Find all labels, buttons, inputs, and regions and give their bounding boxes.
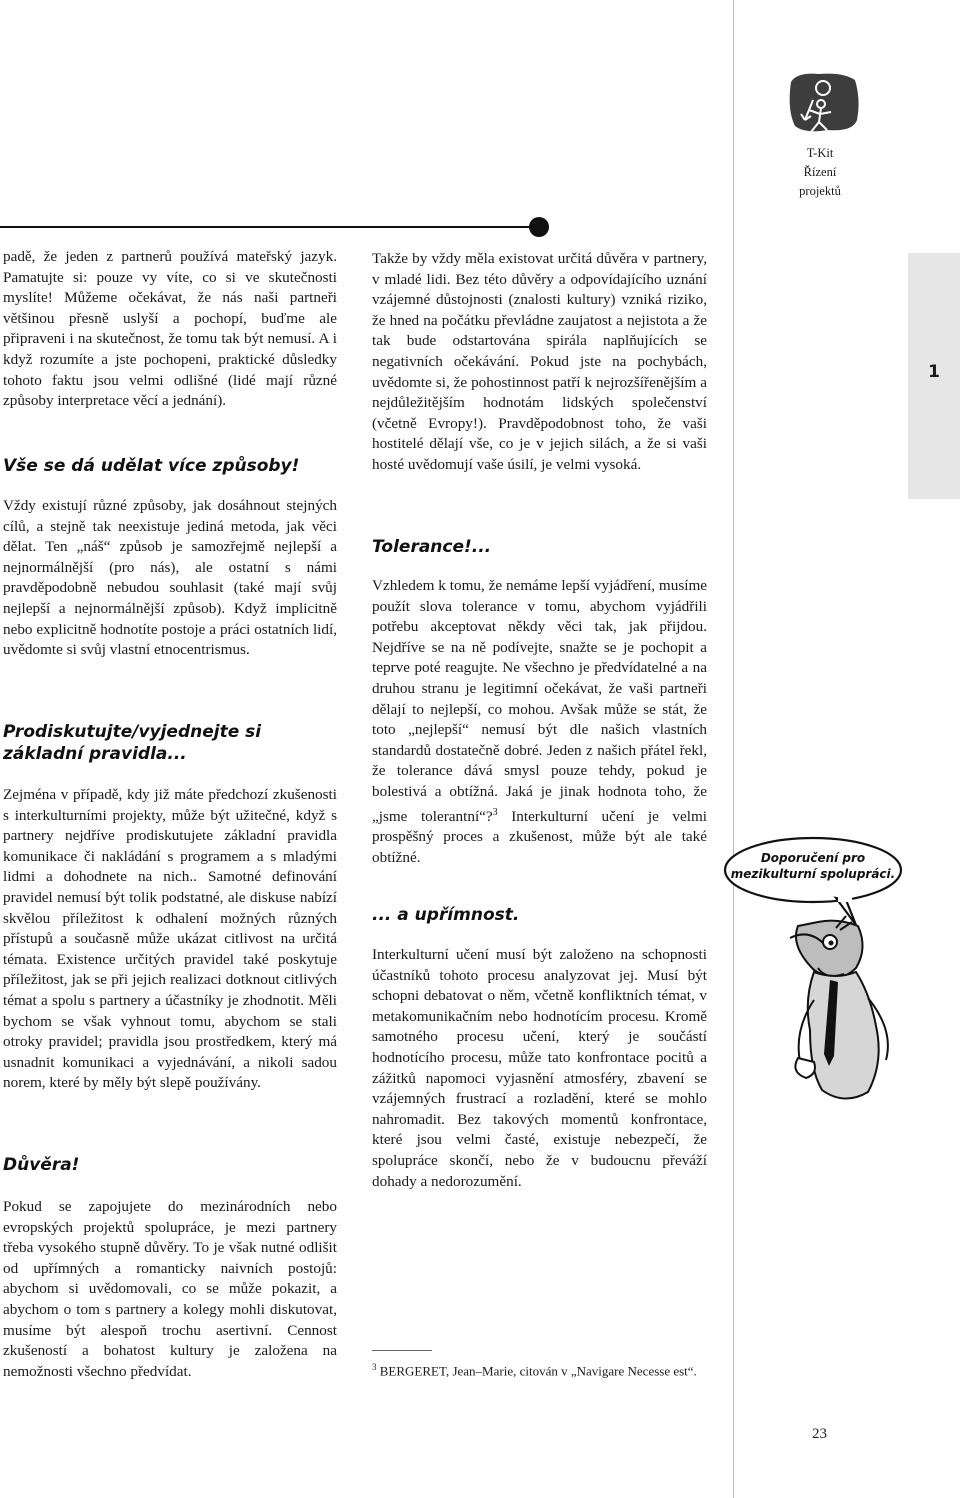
heading-tolerance: Tolerance!... — [372, 537, 492, 557]
heading-trust: Důvěra! — [3, 1155, 80, 1175]
kit-title-line3: projektů — [799, 184, 841, 198]
callout-label — [728, 850, 898, 882]
callout-line-1: Doporučení pro — [760, 851, 866, 865]
footnote — [372, 1358, 697, 1380]
footnote-text: BERGERET, Jean–Marie, citován v „Navigare Necesse est“. — [376, 1363, 697, 1379]
page-number: 23 — [812, 1426, 827, 1442]
heading-honesty: ... a upřímnost. — [372, 905, 520, 925]
callout-line-2: mezikulturní spolupráci. — [730, 867, 896, 881]
margin-divider — [733, 0, 734, 1498]
right-paragraph-2-tail: Interkulturní učení je velmi prospěšný proces a zkušenost, může být ale také obtížné. — [372, 807, 708, 866]
tkit-logo — [783, 70, 863, 140]
footnote-ref: 3 — [492, 806, 498, 818]
header-rule — [0, 226, 537, 228]
left-paragraph-2: Vždy existují různé způsoby, jak dosáhnout stejných cílů, a stejně tak neexistuje jediná metoda, jak věci dělat. Ten „náš“ způsob je samozřejmě nejlepší a nejnormálnější (pro nás), ale ostatní s námi pravděpodobně nebudou souhlasit (také mají svůj nejlepší a nejnormálnější způsob). Když implicitně nebo explicitně hodnotíte postoje a práci ostatních lidí, uvědomte si svůj vlastní etnocentrismus. — [3, 497, 337, 659]
heading-ways: Vše se dá udělat více způsoby! — [3, 456, 300, 476]
footnote-rule — [372, 1350, 432, 1351]
kit-title-line2: Řízení — [803, 165, 837, 179]
kit-title-line1: T-Kit — [806, 146, 834, 160]
right-paragraph-3: Interkulturní učení musí být založeno na schopnosti účastníků tohoto procesu analyzovat jej. Musí být schopni debatovat o něm, včetně konfliktních témat, v metakomunikačním nebo hodnotícím procesu. Kromě samotného procesu učení, který je součástí hodnotícího procesu, může tato konfrontace pocitů a zážitků napomoci vyjasnění atmosféry, zbavení se vzájemných frustrací a rozladění, které se mohlo nahromadit. Bez takových momentů konfrontace, které jsou velmi časté, existuje nebezpečí, že spolupráce skončí, nebo že v budoucnu převáží dohady a nedorozumění. — [372, 946, 707, 1190]
kit-title — [790, 144, 850, 201]
left-paragraph-3: Zejména v případě, kdy již máte předchozí zkušenosti s interkulturními projekty, může být užitečné, když s partnery nejdříve prodiskutujete základní pravidla komunikace či nakládání s programem a s mladými lidmi a dohodnete na nich.. Samotné definování pravidel nemusí být tolik podstatné, ale diskuse nabízí skvělou příležitost k odhalení možných různých přístupů a současně může ukázat citlivost na určitá témata. Existence určitých pravidel také poskytuje příležitost, jak se při jejich realizaci dotknout citlivých témat a spolu s partnery a účastníky je zhodnotit. Měli bychom se však vyhnout tomu, abychom se stali otroky pravidel; pravidla jsou prostředkem, který má usnadnit komunikaci a vyjednávání, a nikoli sadou norem, které by měly být slepě používány. — [3, 786, 337, 1092]
right-paragraph-1: Takže by vždy měla existovat určitá důvěra v partnery, v mladé lidi. Bez této důvěry a odpovídajícího uznání vzájemné důstojnosti (znalosti kultury) vzniká riziko, že hned na počátku převládne zaujatost a nejistota a že tak bude odstartována spirála naplňujících se negativních očekávání. Pokud jste na pochybách, uvědomte si, že pohostinnost patří k nejrozšířenějším a nejdůležitějším hodnotám lidských společenství (včetně Evropy!). Pravděpodobnost toho, že vaši hostitelé dělají vše, co je v jejich silách, a že si vaši hosté uvědomují vaše úsilí, je velmi vysoká. — [372, 250, 707, 473]
left-paragraph-4: Pokud se zapojujete do mezinárodních nebo evropských projektů spolupráce, je mezi partnery třeba vysokého stupně důvěry. To je však nutné odlišit od upřímných a romanticky naivních postojů: abychom si uvědomovali, co se může pokazit, a abychom o tom s partnery a kolegy mohli diskutovat, musíme být alespoň trochu asertivní. Cennost zkušeností a bohatost kultury je založena na nemožnosti všechno předvídat. — [3, 1198, 337, 1380]
chapter-number: 1 — [928, 362, 940, 382]
right-paragraph-2-main: Vzhledem k tomu, že nemáme lepší vyjádření, musíme použít slova tolerance v tomu, abychom vyjádřili potřebu akceptovat někdy věci tak, jak přijdou. Nejdříve se na ně podívejte, snažte se je pochopit a teprve poté reagujte. Ne všechno je předvídatelné a na druhou stranu je legitimní očekávat, že vaši partneři dělají to nejlepší, co mohou. Avšak může se stát, že toto „nejlepší“ nemusí být dle našich vlastních standardů dostatečně dobré. Jeden z našich přátel řekl, že tolerance dává smysl pouze tehdy, pokud je bolestivá a obtížná. Jaká je jinak hodnota toho, že „jsme tolerantní“? — [372, 577, 707, 825]
callout-illustration — [718, 830, 908, 1210]
heading-rules: Prodiskutujte/vyjednejte si základní pravidla... — [3, 722, 262, 764]
footnote-number: 3 — [372, 1362, 377, 1372]
right-paragraph-2 — [372, 576, 707, 868]
fox-mascot-icon — [718, 830, 908, 1210]
left-paragraph-1: padě, že jeden z partnerů používá mateřský jazyk. Pamatujte si: pouze vy víte, co si ve skutečnosti myslíte! Můžeme očekávat, že nás naši partneři většinou přesně uslyší a pochopí, buďme ale připraveni i na skutečnost, že tomu tak být nemusí. A i když rozumíte a jste pochopeni, praktické důsledky tohoto faktu jsou velmi odlišné (lidé mají různé způsoby interpretace věcí a jednání). — [3, 248, 337, 410]
header-rule-dot — [529, 217, 549, 237]
